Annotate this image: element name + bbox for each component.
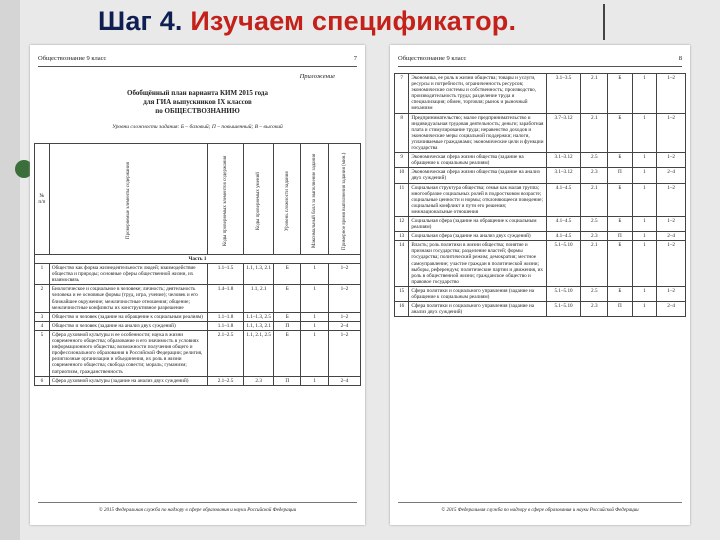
page-header xyxy=(398,55,682,62)
table-cell-n: 12 xyxy=(395,216,409,231)
footer-rule xyxy=(38,502,357,503)
document-title xyxy=(50,89,345,116)
table-cell-tm: 1–2 xyxy=(657,113,686,153)
table-cell-cu: 2.1 xyxy=(581,183,608,216)
table-cell-cu: 2.1 xyxy=(581,241,608,287)
table-cell-mx: 1 xyxy=(632,113,657,153)
table-cell-tm: 1–2 xyxy=(657,286,686,301)
table-cell-mx: 1 xyxy=(301,330,328,376)
table-cell-tm: 1–2 xyxy=(328,312,360,321)
table-cell-el: Общество и человек (задание на анализ двух суждений) xyxy=(49,321,207,330)
table-cell-mx: 1 xyxy=(301,312,328,321)
table-cell-mx: 1 xyxy=(632,153,657,168)
table-cell-tm: 2–4 xyxy=(657,302,686,317)
table-cell-lv: П xyxy=(608,168,633,183)
table-cell-cu: 2.3 xyxy=(581,232,608,241)
table-cell-el: Сфера духовной культуры и ее особенности; наука в жизни современного общества; образование и его значимость в условиях информационного общества; возможности получения общего и профессионального образования в Российской Федерации; религия, религиозные организации и объединения, их роль в жизни современного общества; свобода совести; мораль; гуманизм; патриотизм, гражданственность xyxy=(49,330,207,376)
table-cell-el: Сфера политики и социального управления (задание на обращение к социальным реалиям) xyxy=(409,286,546,301)
slide-title xyxy=(98,6,516,42)
title-prefix: Шаг 4. xyxy=(98,6,191,36)
table-cell-lv: П xyxy=(608,302,633,317)
table-cell-lv: Б xyxy=(274,330,301,376)
table-cell-n: 5 xyxy=(35,330,50,376)
table-cell-lv: Б xyxy=(274,285,301,312)
table-cell-mx: 1 xyxy=(632,286,657,301)
part-row xyxy=(35,255,361,264)
table-cell-n: 13 xyxy=(395,232,409,241)
table-cell-ce: 4.1–4.5 xyxy=(546,232,581,241)
table-cell-el: Экономическая сфера жизни общества (задание на анализ двух суждений) xyxy=(409,168,546,183)
table-cell-tm: 1–2 xyxy=(328,285,360,312)
col-header: Примерное время выполнения задания (мин.) xyxy=(328,144,360,255)
table-cell-cu: 2.5 xyxy=(581,216,608,231)
table-cell-mx: 1 xyxy=(632,216,657,231)
col-number: № п/п xyxy=(35,144,50,255)
table-cell-ce: 4.1–4.5 xyxy=(546,183,581,216)
table-cell-cu: 1.1, 1.3, 2.1 xyxy=(244,321,274,330)
table-row xyxy=(395,286,686,301)
table-cell-tm: 1–2 xyxy=(328,330,360,376)
table-cell-lv: П xyxy=(608,232,633,241)
document-page-left xyxy=(30,45,365,525)
header-rule xyxy=(38,66,357,67)
table-cell-n: 14 xyxy=(395,241,409,287)
table-cell-tm: 1–2 xyxy=(657,74,686,114)
table-cell-mx: 1 xyxy=(301,264,328,285)
table-cell-lv: П xyxy=(274,321,301,330)
page-footer: © 2015 Федеральная служба по надзору в сфере образования и науки Российской Федерации xyxy=(98,508,297,513)
table-cell-n: 1 xyxy=(35,264,50,285)
page-number: 8 xyxy=(678,55,682,62)
table-row xyxy=(395,216,686,231)
table-cell-el: Экономическая сфера жизни общества (задание на обращение к социальным реалиям) xyxy=(409,153,546,168)
table-cell-n: 2 xyxy=(35,285,50,312)
table-cell-cu: 1.1, 1.3, 2.1 xyxy=(244,264,274,285)
table-cell-mx: 1 xyxy=(301,321,328,330)
col-header: Уровень сложности задания xyxy=(274,144,301,255)
table-cell-tm: 1–2 xyxy=(657,216,686,231)
plan-table xyxy=(34,143,361,386)
difficulty-legend: Уровни сложности задания: Б – базовый; П – повышенный; В – высокий xyxy=(112,124,283,130)
title-highlight: Изучаем спецификатор. xyxy=(190,6,517,36)
table-cell-cu: 2.1 xyxy=(581,113,608,153)
part-label: Часть 1 xyxy=(35,255,361,264)
table-cell-n: 3 xyxy=(35,312,50,321)
header-subject: Обществознание 9 класс xyxy=(398,55,467,62)
table-cell-tm: 2–4 xyxy=(328,376,360,385)
table-cell-mx: 1 xyxy=(301,376,328,385)
table-cell-cu: 2.1 xyxy=(581,74,608,114)
table-cell-cu: 1.1, 2.1 xyxy=(244,285,274,312)
table-cell-lv: Б xyxy=(608,216,633,231)
table-row xyxy=(395,153,686,168)
table-cell-tm: 2–4 xyxy=(657,232,686,241)
table-cell-el: Власть; роль политики в жизни общества; понятие и признаки государства; разделение властей; формы государства; политический режим; демократия; местное самоуправление; участие граждан в политической жизни; выборы, референдум; политические партии и движения, их роль в общественной жизни; гражданское общество и правовое государство xyxy=(409,241,546,287)
table-cell-cu: 2.3 xyxy=(581,168,608,183)
table-cell-ce: 1.1–1.5 xyxy=(207,264,244,285)
table-cell-ce: 2.1–2.5 xyxy=(207,330,244,376)
table-row xyxy=(395,183,686,216)
col-header: Коды проверяемых элементов содержания xyxy=(207,144,244,255)
table-cell-tm: 2–4 xyxy=(328,321,360,330)
table-cell-el: Предпринимательство; малое предпринимательство и индивидуальная трудовая деятельность; деньги; заработная плата и стимулирование труда; неравенство доходов и экономические меры социальной поддержки; налоги, уплачиваемые гражданами; экономические цели и функции государства xyxy=(409,113,546,153)
table-cell-tm: 1–2 xyxy=(328,264,360,285)
document-page-right xyxy=(390,45,690,525)
table-cell-cu: 2.3 xyxy=(244,376,274,385)
table-cell-ce: 3.1–3.12 xyxy=(546,153,581,168)
table-row xyxy=(395,113,686,153)
table-cell-cu: 2.5 xyxy=(581,286,608,301)
footer-rule xyxy=(398,502,682,503)
table-cell-n: 4 xyxy=(35,321,50,330)
header-rule xyxy=(398,66,682,67)
table-cell-lv: Б xyxy=(608,183,633,216)
table-header-row xyxy=(35,144,361,255)
table-cell-el: Социальная сфера (задание на обращение к социальным реалиям) xyxy=(409,216,546,231)
table-cell-tm: 1–2 xyxy=(657,241,686,287)
table-cell-el: Общество как форма жизнедеятельности людей; взаимодействие общества и природы; основные сферы общественной жизни, их взаимосвязь xyxy=(49,264,207,285)
table-cell-ce: 2.1–2.5 xyxy=(207,376,244,385)
table-cell-el: Сфера политики и социального управления (задание на анализ двух суждений) xyxy=(409,302,546,317)
title-line: для ГИА выпускников IX классов xyxy=(143,98,252,106)
table-cell-lv: Б xyxy=(608,286,633,301)
page-footer: © 2015 Федеральная служба по надзору в сфере образования и науки Российской Федерации xyxy=(441,508,639,513)
table-cell-lv: П xyxy=(274,376,301,385)
table-cell-tm: 2–4 xyxy=(657,168,686,183)
table-cell-ce: 4.1–4.5 xyxy=(546,216,581,231)
table-cell-n: 6 xyxy=(35,376,50,385)
col-header: Проверяемые элементы содержания xyxy=(49,144,207,255)
table-cell-lv: Б xyxy=(608,241,633,287)
table-row xyxy=(35,264,361,285)
table-cell-mx: 1 xyxy=(632,232,657,241)
table-cell-ce: 1.1–1.8 xyxy=(207,312,244,321)
table-cell-n: 9 xyxy=(395,153,409,168)
table-cell-el: Социальная сфера (задание на анализ двух суждений) xyxy=(409,232,546,241)
appendix-label: Приложение xyxy=(299,73,335,80)
table-row xyxy=(395,232,686,241)
table-cell-lv: Б xyxy=(608,74,633,114)
table-cell-tm: 1–2 xyxy=(657,153,686,168)
table-cell-cu: 1.1–1.3, 2.5 xyxy=(244,312,274,321)
table-cell-n: 7 xyxy=(395,74,409,114)
slide-left-bar xyxy=(0,0,20,540)
table-cell-el: Социальная структура общества; семья как малая группа; многообразие социальных ролей в подростковом возрасте; социальные ценности и нормы; отклоняющееся поведение; социальный конфликт и пути его решения; межнациональные отношения xyxy=(409,183,546,216)
table-cell-el: Сфера духовной культуры (задание на анализ двух суждений) xyxy=(49,376,207,385)
table-cell-el: Общество и человек (задание на обращение к социальным реалиям) xyxy=(49,312,207,321)
table-cell-lv: Б xyxy=(274,264,301,285)
title-divider xyxy=(603,4,605,40)
table-row xyxy=(395,74,686,114)
table-row xyxy=(35,321,361,330)
table-cell-ce: 5.1–5.10 xyxy=(546,241,581,287)
table-cell-ce: 3.7–3.12 xyxy=(546,113,581,153)
table-cell-n: 8 xyxy=(395,113,409,153)
table-cell-n: 11 xyxy=(395,183,409,216)
title-line: по ОБЩЕСТВОЗНАНИЮ xyxy=(155,107,240,115)
table-cell-el: Экономика, ее роль в жизни общества; товары и услуги, ресурсы и потребности, ограниченность ресурсов; экономические системы и собственность; производство, производительность труда; разделение труда и специализация; обмен, торговля; рынок и рыночный механизм xyxy=(409,74,546,114)
table-cell-el: Биологическое и социальное в человеке; личность; деятельность человека и ее основные формы (труд, игра, учение); человек и его ближайшее окружение; межличностные отношения; общение; межличностные конфликты их конструктивное разрешение xyxy=(49,285,207,312)
table-row xyxy=(35,376,361,385)
table-cell-ce: 1.4–1.8 xyxy=(207,285,244,312)
table-cell-ce: 3.1–3.12 xyxy=(546,168,581,183)
col-header: Максимальный балл за выполнение задания xyxy=(301,144,328,255)
header-subject: Обществознание 9 класс xyxy=(38,55,107,62)
page-number: 7 xyxy=(353,55,357,62)
table-row xyxy=(35,312,361,321)
table-cell-ce: 5.1–5.10 xyxy=(546,302,581,317)
table-cell-mx: 1 xyxy=(632,302,657,317)
table-cell-n: 10 xyxy=(395,168,409,183)
table-row xyxy=(35,285,361,312)
table-cell-cu: 2.5 xyxy=(581,153,608,168)
table-cell-n: 15 xyxy=(395,286,409,301)
table-row xyxy=(35,330,361,376)
table-cell-lv: Б xyxy=(608,113,633,153)
page-header xyxy=(38,55,357,62)
table-cell-lv: Б xyxy=(274,312,301,321)
table-cell-ce: 1.1–1.8 xyxy=(207,321,244,330)
table-row xyxy=(395,302,686,317)
table-cell-cu: 2.3 xyxy=(581,302,608,317)
table-cell-lv: Б xyxy=(608,153,633,168)
table-cell-cu: 1.1, 2.1, 2.5 xyxy=(244,330,274,376)
table-cell-mx: 1 xyxy=(632,183,657,216)
plan-table-continued xyxy=(394,73,686,317)
table-cell-mx: 1 xyxy=(301,285,328,312)
table-cell-n: 16 xyxy=(395,302,409,317)
table-row xyxy=(395,168,686,183)
table-cell-mx: 1 xyxy=(632,168,657,183)
table-cell-mx: 1 xyxy=(632,74,657,114)
table-cell-mx: 1 xyxy=(632,241,657,287)
table-cell-ce: 3.1–3.5 xyxy=(546,74,581,114)
table-cell-ce: 5.1–5.10 xyxy=(546,286,581,301)
title-line: Обобщённый план варианта КИМ 2015 года xyxy=(127,89,268,97)
col-header: Коды проверяемых умений xyxy=(244,144,274,255)
table-row xyxy=(395,241,686,287)
table-cell-tm: 1–2 xyxy=(657,183,686,216)
